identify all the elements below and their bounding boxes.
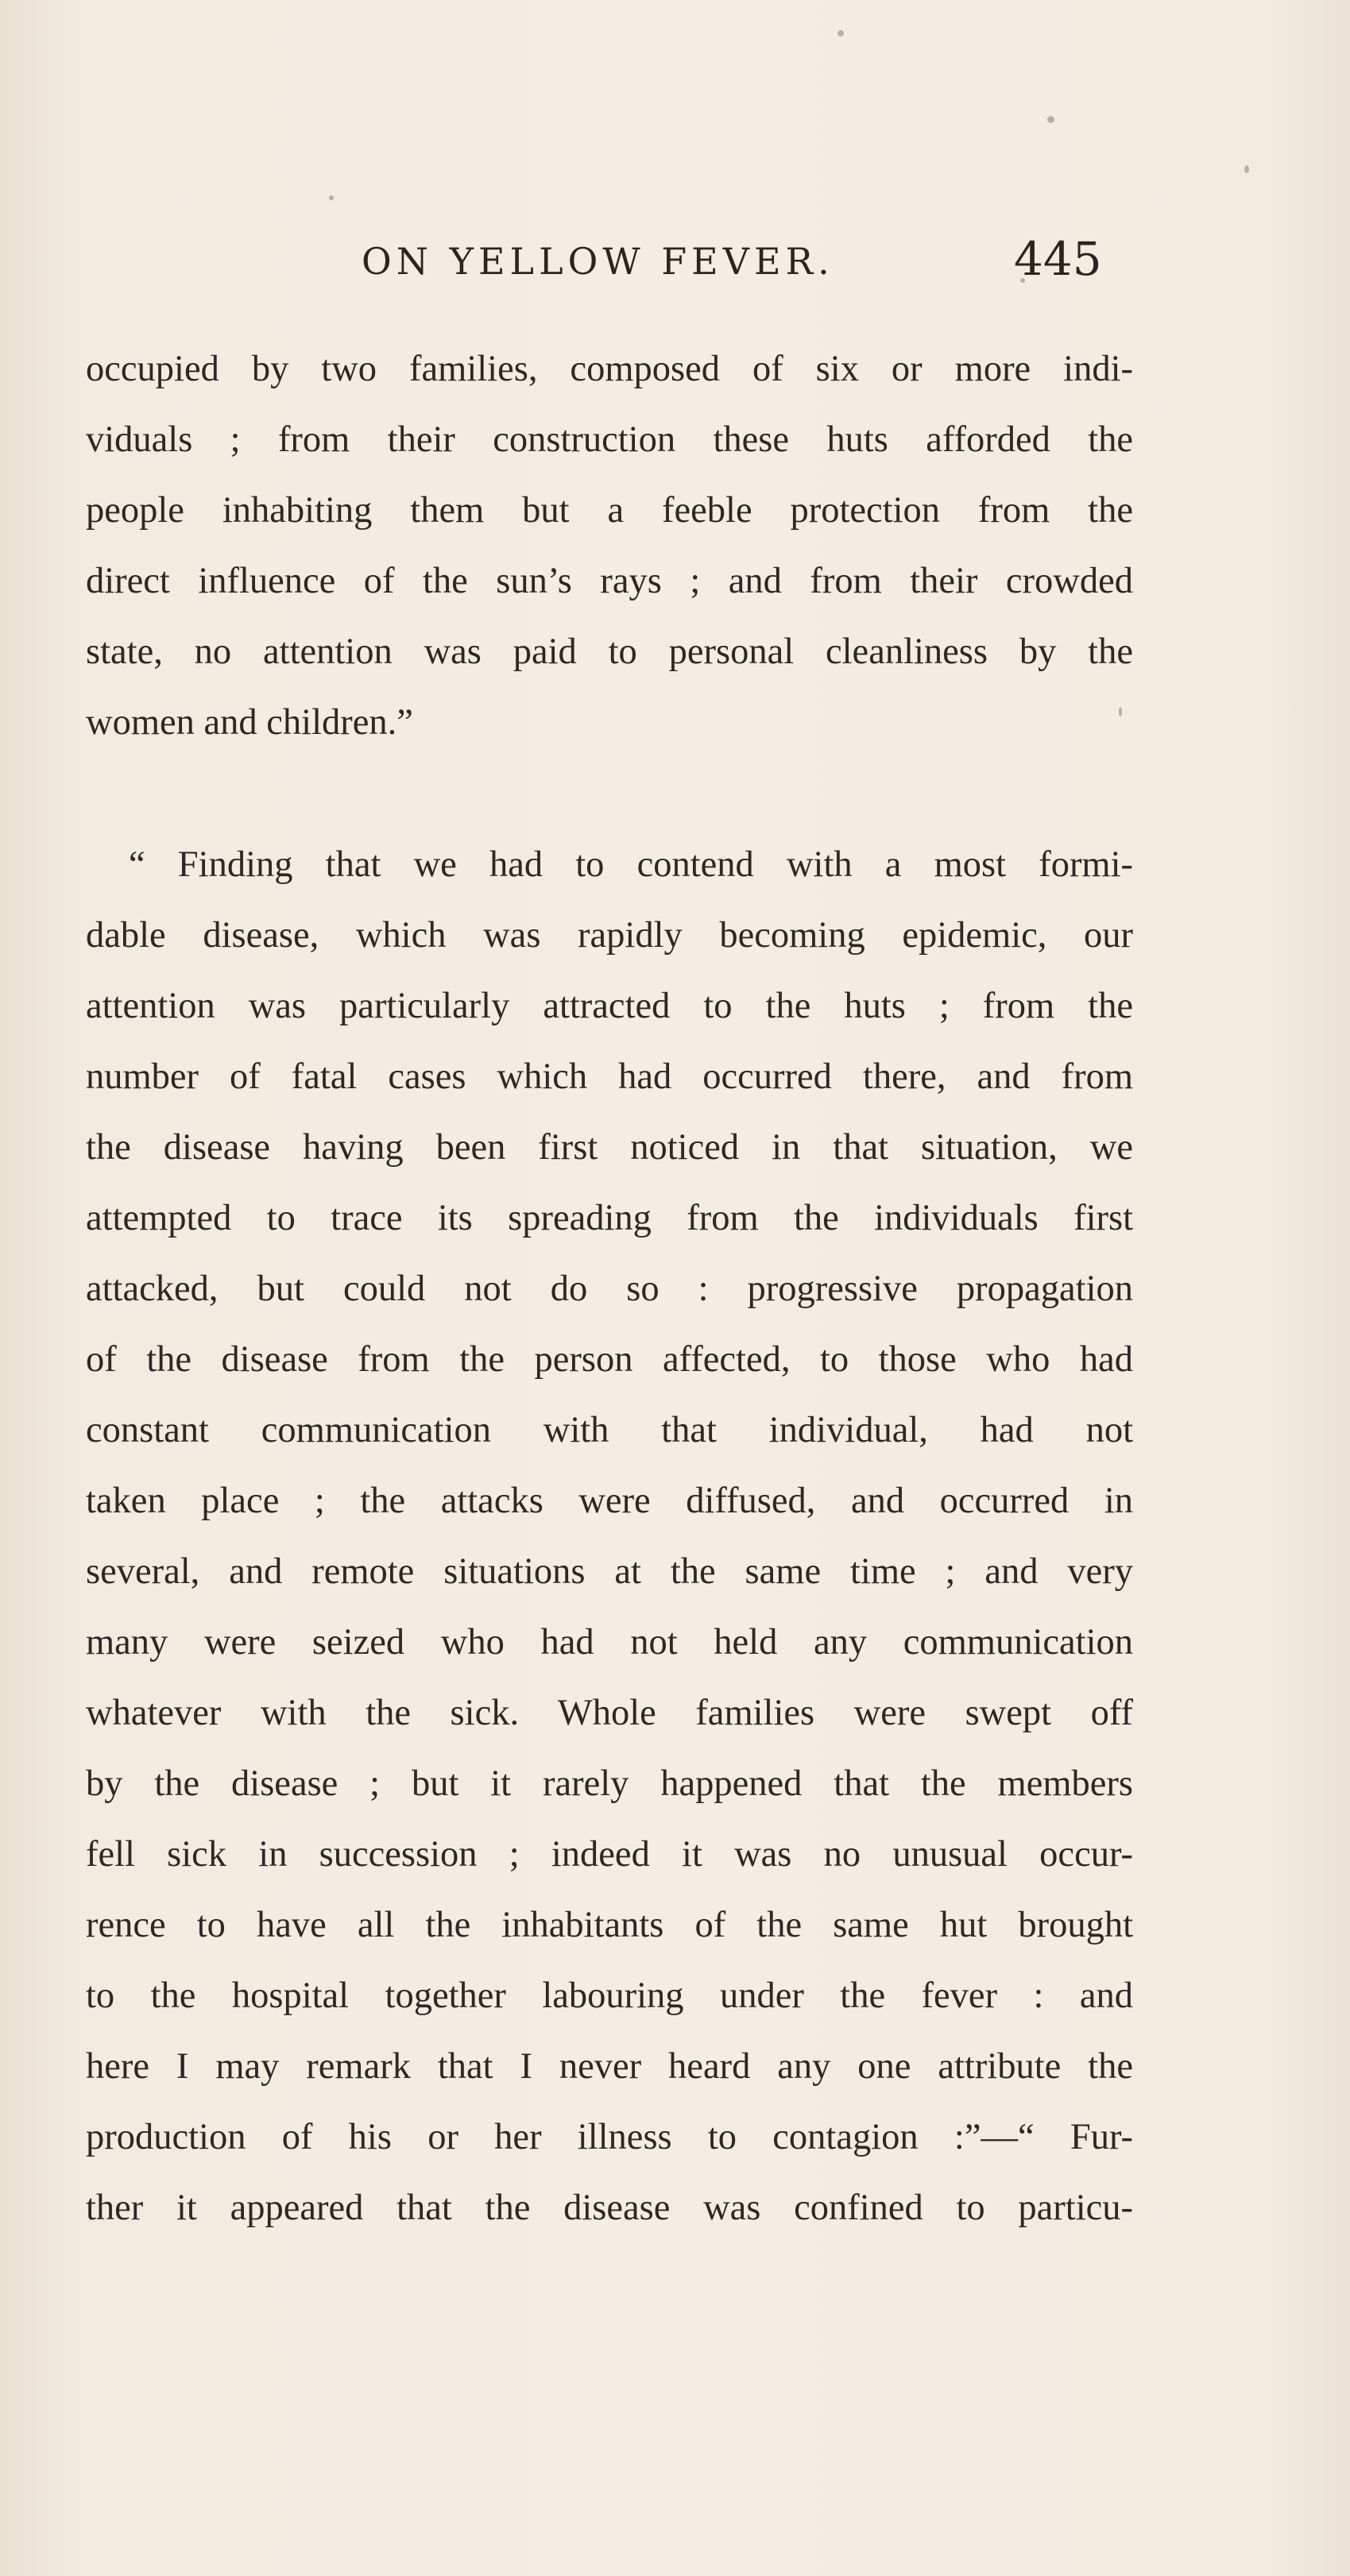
text-line: to the hospital together labouring under the fever : and	[86, 1975, 1133, 2016]
text-line: by the disease ; but it rarely happened that the members	[86, 1763, 1133, 1804]
text-line: attacked, but could not do so : progressive propagation	[86, 1269, 1133, 1309]
text-line: occupied by two families, composed of six or more indi-	[86, 349, 1133, 389]
text-line: attention was particularly attracted to the huts ; from the	[86, 986, 1133, 1026]
page-header	[0, 232, 1350, 303]
text-line: state, no attention was paid to personal cleanliness by the	[86, 631, 1133, 672]
text-line: whatever with the sick. Whole families were swept off	[86, 1693, 1133, 1733]
text-line: rence to have all the inhabitants of the same hut brought	[86, 1905, 1133, 1945]
text-line: attempted to trace its spreading from the individuals first	[86, 1198, 1133, 1238]
text-line: the disease having been first noticed in that situation, we	[86, 1127, 1133, 1168]
text-line: of the disease from the person affected, to those who had	[86, 1339, 1133, 1380]
text-line: ther it appeared that the disease was confined to particu-	[86, 2188, 1133, 2228]
text-line: many were seized who had not held any communication	[86, 1622, 1133, 1663]
page-number: 445	[1014, 232, 1102, 286]
paragraph-2	[86, 829, 1133, 2243]
paper-speck	[837, 30, 844, 37]
text-line: fell sick in succession ; indeed it was no unusual occur-	[86, 1834, 1133, 1875]
text-line: direct influence of the sun’s rays ; and from their crowded	[86, 561, 1133, 601]
running-title: ON YELLOW FEVER.	[362, 240, 834, 283]
paper-speck	[329, 195, 334, 200]
paper-speck	[1244, 165, 1249, 173]
text-line: dable disease, which was rapidly becoming epidemic, our	[86, 915, 1133, 956]
text-line: viduals ; from their construction these huts afforded the	[86, 419, 1133, 460]
text-line: constant communication with that individual, had not	[86, 1410, 1133, 1450]
text-line: here I may remark that I never heard any one attribute the	[86, 2046, 1133, 2087]
text-line: taken place ; the attacks were diffused, and occurred in	[86, 1481, 1133, 1521]
paper-speck	[1047, 116, 1054, 123]
text-line: women and children.”	[86, 702, 413, 743]
text-line: “ Finding that we had to contend with a most formi-	[129, 844, 1133, 885]
text-line: people inhabiting them but a feeble protection from the	[86, 490, 1133, 531]
paragraph-1	[86, 334, 1133, 758]
text-line: number of fatal cases which had occurred there, and from	[86, 1056, 1133, 1097]
text-line: production of his or her illness to contagion :”—“ Fur-	[86, 2117, 1133, 2157]
text-line: several, and remote situations at the same time ; and very	[86, 1551, 1133, 1592]
